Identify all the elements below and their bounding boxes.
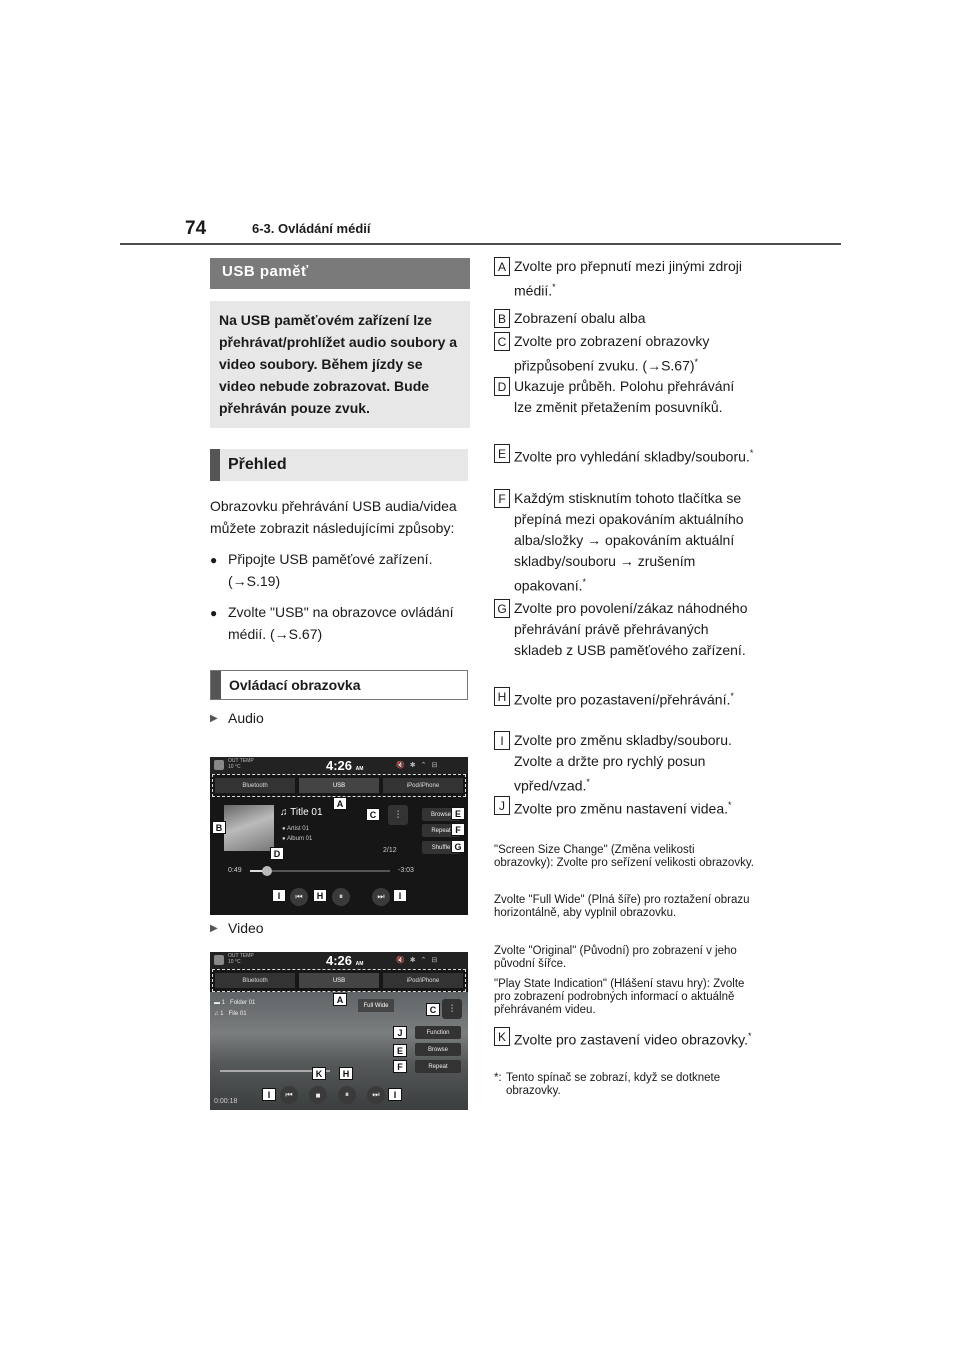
legend-item-j (494, 795, 754, 820)
track-count: 2/12 (383, 847, 397, 854)
repeat-button[interactable]: Repeat (415, 1060, 461, 1073)
next-track-button[interactable]: ⏭ (372, 888, 390, 906)
callout-h: H (313, 889, 327, 902)
track-artist-text: Artist 01 (286, 826, 309, 832)
legend-text-body: Zvolte pro změnu skladby/souboru. Zvolte a držte pro rychlý posun vpřed/vzad. (514, 732, 732, 794)
next-track-button[interactable]: ⏭ (367, 1086, 385, 1104)
callout-e: E (393, 1044, 407, 1057)
file-name: File 01 (228, 1011, 247, 1017)
section-title: 6-3. Ovládání médií (252, 221, 371, 236)
callout-i: I (262, 1088, 276, 1101)
triangle-icon: ▶ (210, 712, 218, 724)
source-usb[interactable]: USB (299, 778, 379, 793)
sound-settings-button[interactable]: ⫶ (442, 999, 462, 1019)
legend-item-e (494, 443, 754, 468)
bullet-text: Zvolte "USB" na obrazovce ovládání médií. (→S.67) (228, 604, 454, 642)
track-title: ♫ Title 01 (280, 807, 323, 818)
legend-item-g (494, 598, 754, 661)
legend-text-body: Zvolte pro vyhledání skladby/souboru. (514, 448, 750, 465)
legend-text (514, 256, 754, 302)
callout-i: I (272, 889, 286, 902)
callout-a: A (333, 797, 347, 810)
overview-heading (210, 449, 468, 481)
heading-bar (210, 449, 220, 481)
track-album-text: Album 01 (286, 836, 313, 842)
callout-e: E (451, 807, 465, 820)
legend-text (514, 376, 754, 418)
legend-star: * (730, 691, 734, 701)
track-title-text: Title 01 (290, 807, 323, 818)
legend-item-a (494, 256, 754, 302)
left-column (210, 258, 470, 726)
clock (326, 758, 363, 773)
legend-item-f (494, 488, 754, 597)
shuffle-button[interactable]: Shuffle (422, 841, 460, 854)
play-pause-button[interactable]: ⏸ (332, 888, 350, 906)
file-line: ♫ 1 File 01 (214, 1011, 247, 1017)
legend-text-body: Zvolte pro zastavení video obrazovky. (514, 1031, 748, 1048)
header-rule (120, 243, 841, 245)
home-icon[interactable] (214, 955, 224, 965)
out-temp (228, 758, 254, 770)
out-temp-label: OUT TEMP (228, 953, 254, 959)
function-button[interactable]: Function (415, 1026, 461, 1039)
callout-c: C (426, 1003, 440, 1016)
audio-label (210, 710, 470, 726)
legend-star: * (694, 357, 699, 367)
clock-ampm: AM (355, 961, 364, 967)
legend-key: J (494, 796, 510, 815)
legend-star: * (586, 777, 590, 787)
file-number: 1 (220, 1011, 224, 1017)
legend-text-body: Každým stisknutím tohoto tlačítka se přepíná mezi opakováním aktuálního alba/složky → opakováním aktuální skladby/souboru → zrušením opakovaní. (514, 490, 744, 594)
legend-text (514, 598, 754, 661)
legend-key: G (494, 599, 510, 618)
previous-track-button[interactable]: ⏮ (280, 1086, 298, 1104)
callout-i: I (393, 889, 407, 902)
source-ipod[interactable]: iPod/iPhone (383, 973, 463, 988)
bullet-dot-icon: ● (210, 606, 218, 620)
legend-star: * (728, 800, 732, 810)
callout-a: A (333, 993, 347, 1006)
source-bar (212, 774, 466, 797)
repeat-button[interactable]: Repeat (422, 824, 460, 837)
bullet-dot-icon: ● (210, 553, 218, 567)
legend-item-h (494, 686, 754, 711)
legend-star: * (552, 282, 556, 292)
source-bar (212, 969, 466, 992)
status-icons: 🔇✱⌃⊟ (396, 762, 443, 769)
source-bluetooth[interactable]: Bluetooth (215, 778, 295, 793)
heading-bar (211, 671, 221, 699)
legend-key: D (494, 377, 510, 396)
note-original: Zvolte "Original" (Původní) pro zobrazení v jeho původní šířce. (494, 945, 737, 970)
control-screen-heading-text: Ovládací obrazovka (229, 677, 361, 693)
legend-key: C (494, 332, 510, 351)
out-temp-value: 10 °C (228, 764, 241, 770)
callout-f: F (451, 823, 465, 836)
legend-key: E (494, 444, 510, 463)
browse-button[interactable]: Browse (415, 1043, 461, 1056)
legend-key: B (494, 309, 510, 328)
home-icon[interactable] (214, 760, 224, 770)
bullet-text: Připojte USB paměťové zařízení. (→S.19) (228, 551, 433, 589)
legend-item-k (494, 1026, 754, 1051)
clock-time: 4:26 (326, 953, 353, 968)
callout-c: C (366, 808, 380, 821)
clock-time: 4:26 (326, 758, 353, 773)
legend-text (514, 488, 754, 597)
page-number: 74 (185, 218, 207, 239)
out-temp (228, 953, 254, 965)
sound-settings-button[interactable]: ⫶ (388, 805, 408, 825)
legend-text-body: Zvolte pro zobrazení obrazovky přizpůsobení zvuku. (→S.67) (514, 333, 710, 374)
triangle-icon: ▶ (210, 922, 218, 934)
status-bar (210, 757, 468, 774)
legend-key: I (494, 731, 510, 750)
note-play-state: "Play State Indication" (Hlášení stavu hry): Zvolte pro zobrazení podrobných informací o aktuálně přehrávaném videu. (494, 978, 745, 1016)
source-usb[interactable]: USB (299, 973, 379, 988)
callout-g: G (451, 840, 465, 853)
callout-j: J (393, 1026, 407, 1039)
status-icons: 🔇✱⌃⊟ (396, 957, 443, 964)
note-full-wide: Zvolte "Full Wide" (Plná šíře) pro roztažení obrazu horizontálně, aby vyplnil obrazovku. (494, 894, 750, 919)
track-artist: ● Artist 01 (282, 826, 309, 832)
footnote (494, 1072, 754, 1098)
legend-text-body: Zvolte pro změnu nastavení videa. (514, 800, 729, 817)
screen-size-button[interactable]: Full Wide (358, 999, 394, 1012)
legend-text (514, 331, 754, 377)
source-bluetooth[interactable]: Bluetooth (215, 973, 295, 988)
remaining-time: -3:03 (398, 867, 414, 874)
stop-button[interactable]: ■ (309, 1086, 327, 1104)
track-album: ● Album 01 (282, 836, 313, 842)
legend-key: A (494, 257, 510, 276)
legend-text (514, 308, 646, 329)
source-ipod[interactable]: iPod/iPhone (383, 778, 463, 793)
bullet-item (210, 601, 470, 645)
audio-label-text: Audio (228, 710, 264, 726)
legend-text (514, 730, 754, 797)
elapsed-time: 0:49 (228, 867, 242, 874)
status-bar (210, 952, 468, 969)
legend-text (514, 443, 753, 468)
out-temp-label: OUT TEMP (228, 758, 254, 764)
clock-ampm: AM (355, 766, 364, 772)
control-screen-heading (210, 670, 468, 700)
out-temp-value: 10 °C (228, 959, 241, 965)
note-screen-size: "Screen Size Change" (Změna velikosti obrazovky): Zvolte pro seřízení velikosti obrazovky. (494, 844, 754, 869)
bullet-item (210, 548, 470, 592)
legend-key: F (494, 489, 510, 508)
browse-button[interactable]: Browse (422, 808, 460, 821)
video-label (210, 920, 264, 936)
legend-key: K (494, 1027, 510, 1046)
video-screen (210, 952, 468, 1110)
legend-text (514, 1026, 751, 1051)
folder-number: 1 (221, 1000, 226, 1006)
album-cover (224, 805, 274, 851)
legend-item-b (494, 308, 754, 329)
folder-line: ▬ 1 Folder 01 (214, 1000, 256, 1006)
audio-screen (210, 757, 468, 915)
legend-item-i (494, 730, 754, 797)
callout-f: F (393, 1060, 407, 1073)
footnote-text: Tento spínač se zobrazí, když se dotknete obrazovky. (506, 1072, 721, 1097)
overview-text: Obrazovku přehrávání USB audia/videa můžete zobrazit následujícími způsoby: (210, 498, 457, 536)
seek-knob[interactable] (262, 866, 272, 876)
elapsed-time: 0:00:18 (214, 1098, 238, 1105)
legend-text (514, 686, 734, 711)
legend-text-body: Zobrazení obalu alba (514, 310, 646, 326)
overview-heading-text: Přehled (228, 456, 287, 473)
legend-star: * (582, 577, 587, 587)
legend-text-body: Zvolte pro přepnutí mezi jinými zdroji médií. (514, 258, 742, 299)
legend-text-body: Ukazuje průběh. Polohu přehrávání lze změnit přetažením posuvníků. (514, 378, 735, 415)
legend-item-c (494, 331, 754, 377)
intro-box: Na USB paměťovém zařízení lze přehrávat/prohlížet audio soubory a video soubory. Během jízdy se video nebude zobrazovat. Bude přehráván pouze zvuk. (210, 301, 470, 428)
callout-d: D (270, 847, 284, 860)
video-label-text: Video (228, 920, 264, 936)
legend-star: * (749, 448, 754, 458)
callout-h: H (339, 1067, 353, 1080)
legend-star: * (747, 1031, 752, 1041)
clock (326, 953, 363, 968)
legend-text-body: Zvolte pro povolení/zákaz náhodného přehrávání právě přehrávaných skladeb z USB paměťového zařízení. (514, 600, 748, 658)
legend-text (514, 795, 732, 820)
legend-text-body: Zvolte pro pozastavení/přehrávání. (514, 691, 731, 708)
footnote-star: *: (494, 1072, 502, 1084)
callout-k: K (312, 1067, 326, 1080)
play-pause-button[interactable]: ⏸ (338, 1086, 356, 1104)
previous-track-button[interactable]: ⏮ (290, 888, 308, 906)
callout-b: B (212, 821, 226, 834)
legend-item-d (494, 376, 754, 418)
usb-heading: USB paměť (210, 258, 470, 289)
legend-key: H (494, 687, 510, 706)
callout-i: I (388, 1088, 402, 1101)
folder-name: Folder 01 (230, 1000, 256, 1006)
